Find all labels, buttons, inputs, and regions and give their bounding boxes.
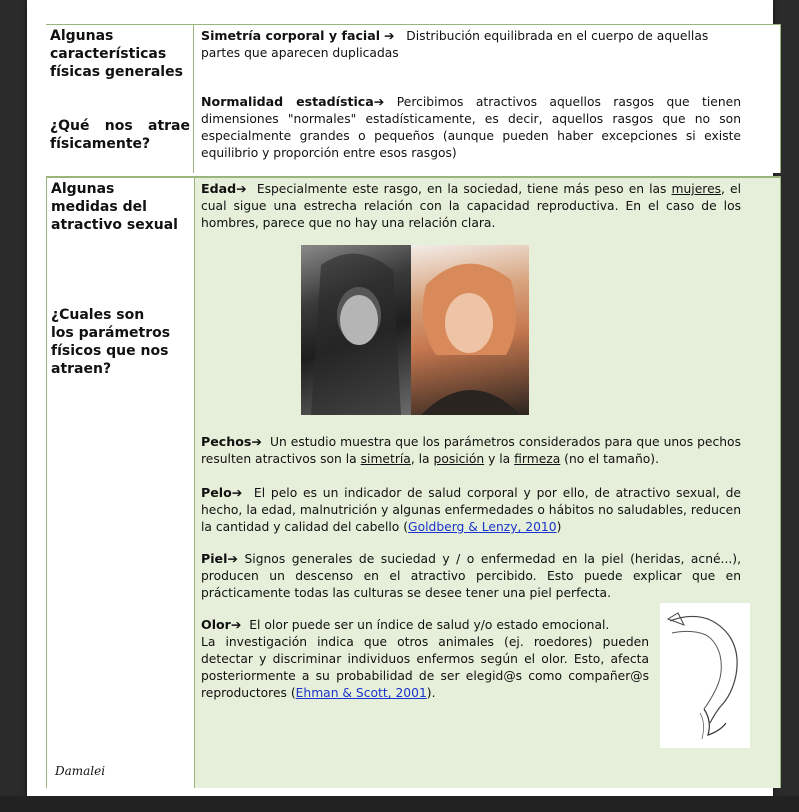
- photo-comparison: [301, 245, 529, 415]
- row1-header-cell: [46, 25, 194, 173]
- olor-paragraph: [201, 616, 649, 702]
- pechos-lead: Pechos: [201, 434, 252, 449]
- simetria-text: Distribución equilibrada en el cuerpo de aquellas partes que aparecen duplicadas: [201, 29, 709, 60]
- mujeres-link[interactable]: mujeres: [671, 182, 722, 196]
- pechos-text-d: (no el tamaño).: [560, 452, 659, 466]
- window-bottom-strip: [0, 796, 799, 812]
- row2-content-cell: [194, 178, 781, 788]
- arrow-icon: ➔: [373, 94, 385, 109]
- heading-medidas: Algunas medidas del atractivo sexual: [51, 181, 178, 233]
- arrow-icon: ➔: [230, 617, 242, 632]
- heading-que-nos-atrae: ¿Qué nos atrae físicamente?: [50, 118, 190, 152]
- normalidad-text: Percibimos atractivos aquellos rasgos que tienen dimensiones "normales" estadísticamente, es decir, aquellos rasgos que no son especialmente grandes o pequeños (aunque pueden haber excepciones si existe equilibrio y proporción entre esos rasgos): [201, 95, 741, 160]
- olor-lead: Olor: [201, 617, 231, 632]
- pechos-text-b: , la: [410, 452, 434, 466]
- heading-caracteristicas: Algunas características físicas generales: [50, 28, 183, 80]
- pelo-paragraph: [201, 484, 741, 536]
- older-woman-photo: [411, 245, 529, 415]
- normalidad-lead: Normalidad estadística: [201, 94, 374, 109]
- ehman-citation-link[interactable]: Ehman & Scott, 2001: [295, 686, 427, 700]
- pechos-text-c: y la: [484, 452, 515, 466]
- simetria-lead: Simetría corporal y facial: [201, 28, 381, 43]
- goldberg-citation-link[interactable]: Goldberg & Lenzy, 2010: [408, 520, 557, 534]
- row-medidas: [46, 176, 781, 788]
- olor-close: ).: [426, 686, 436, 700]
- edad-text-b: , el cual sigue una estrecha relación con la capacidad reproductiva. En el caso de los hombres, parece que no hay una relación clara.: [201, 182, 741, 230]
- edad-text-a: Especialmente este rasgo, en la sociedad, tiene más peso en las: [256, 182, 672, 196]
- heading-parametros: ¿Cuales son los parámetros físicos que nos atraen?: [51, 307, 171, 377]
- row2-header-cell: [46, 178, 195, 788]
- piel-lead: Piel: [201, 551, 228, 566]
- edad-paragraph: [201, 180, 741, 232]
- young-woman-photo: [301, 245, 411, 415]
- signature: Damalei: [55, 764, 106, 778]
- simetria-link[interactable]: simetría: [360, 452, 411, 466]
- pechos-text-a: Un estudio muestra que los parámetros considerados para que unos pechos resulten atractivos son la: [201, 435, 741, 466]
- pelo-text: El pelo es un indicador de salud corporal y por ello, de atractivo sexual, de hecho, la edad, malnutrición y algunas enfermedades o hábitos no saludables, reducen la cantidad y calidad del cabello (: [201, 486, 741, 534]
- edad-lead: Edad: [201, 181, 237, 196]
- normalidad-paragraph: [201, 93, 741, 162]
- pelo-close: ): [556, 520, 562, 534]
- arrow-icon: ➔: [231, 485, 243, 500]
- document-page: [27, 0, 773, 796]
- pelo-lead: Pelo: [201, 485, 232, 500]
- arrow-icon: ➔: [236, 181, 247, 196]
- row-caracteristicas: [46, 24, 781, 173]
- olor-line2: [201, 634, 649, 702]
- firmeza-link[interactable]: firmeza: [514, 452, 561, 466]
- posicion-link[interactable]: posición: [433, 452, 485, 466]
- pechos-paragraph: [201, 433, 741, 468]
- row1-content-cell: [194, 25, 781, 173]
- arrow-icon: ➔: [227, 551, 238, 566]
- piel-text: Signos generales de suciedad y / o enfermedad en la piel (heridas, acné...), producen un descenso en el atractivo percibido. Esto puede explicar que en prácticamente todas las culturas se desee tener una piel perfecta.: [201, 552, 741, 600]
- arm-sketch-image: [660, 603, 750, 748]
- arrow-icon: ➔: [251, 434, 262, 449]
- olor-text2: La investigación indica que otros animales (ej. roedores) pueden detectar y discriminar individuos enfermos según el olor. Esto, afecta posteriormente a su probabilidad de ser elegid@s como compañer@s reproductores (: [201, 635, 649, 700]
- simetria-paragraph: [201, 27, 721, 62]
- arrow-icon: ➔: [383, 28, 395, 43]
- olor-text1: El olor puede ser un índice de salud y/o estado emocional.: [249, 618, 610, 632]
- olor-line1: [201, 616, 649, 634]
- piel-paragraph: [201, 550, 741, 602]
